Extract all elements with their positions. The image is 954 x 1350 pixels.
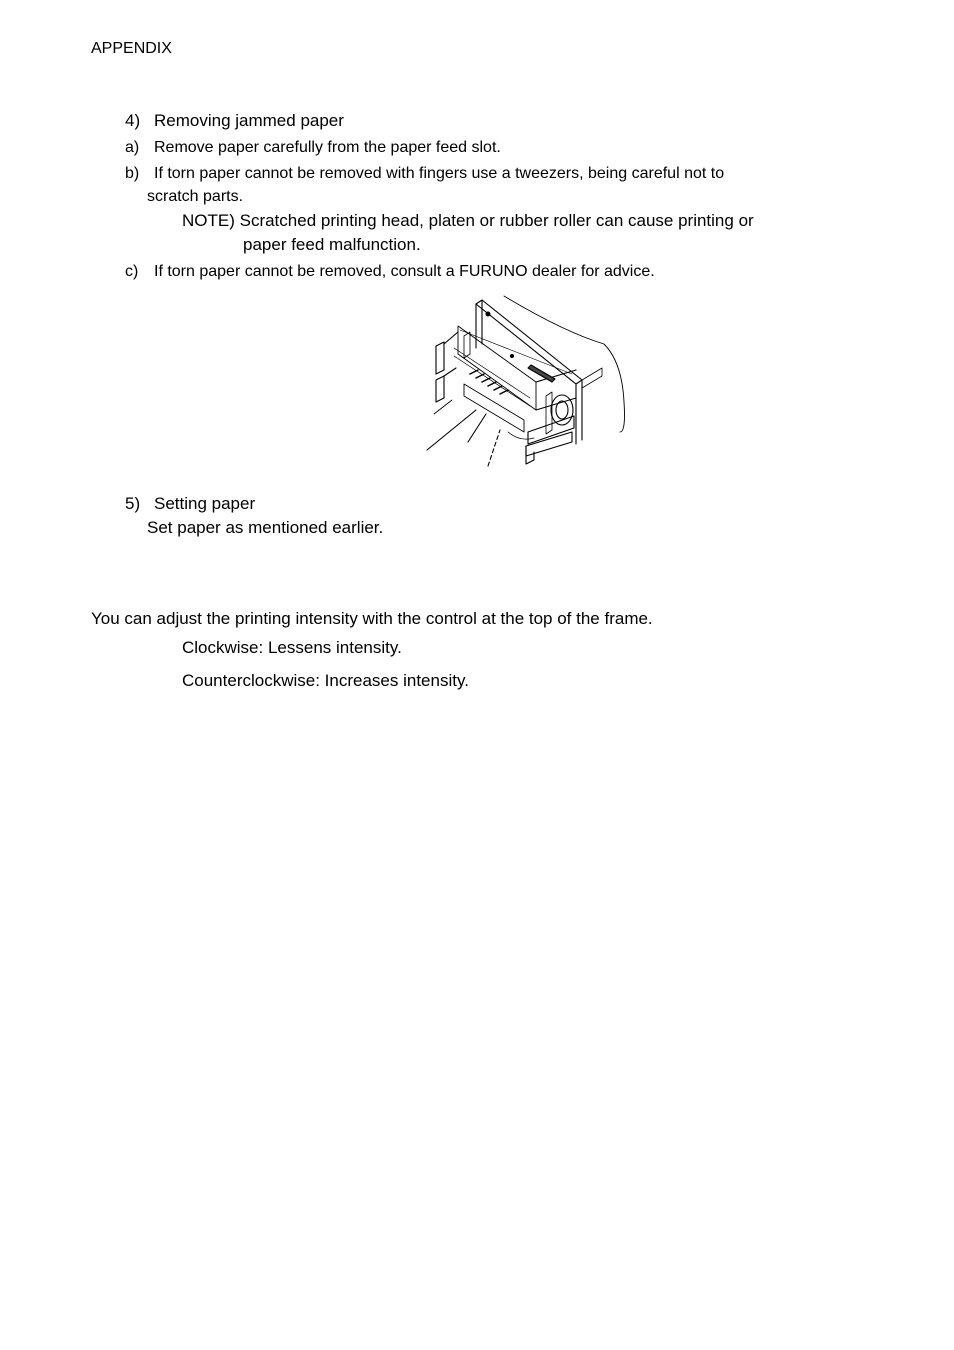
intensity-clockwise: Clockwise: Lessens intensity. — [182, 638, 402, 657]
item-marker-b: b) — [125, 165, 140, 182]
step-4a-item — [125, 140, 501, 156]
step-4b-item — [125, 166, 724, 182]
step-4c-item — [125, 264, 655, 280]
item-marker-c: c) — [125, 263, 139, 280]
item-marker-a: a) — [125, 139, 140, 156]
step-5-text: Set paper as mentioned earlier. — [147, 518, 384, 537]
printer-mechanism-illustration — [424, 292, 628, 470]
section-header: APPENDIX — [91, 40, 172, 57]
item-text-c: If torn paper cannot be removed, consult a FURUNO dealer for advice. — [154, 263, 655, 280]
note-line-2: paper feed malfunction. — [243, 235, 421, 254]
step-5-title: Setting paper — [154, 494, 256, 513]
item-text-b-continuation: scratch parts. — [147, 188, 244, 205]
step-5-heading — [125, 495, 255, 512]
item-text-b: If torn paper cannot be removed with fingers use a tweezers, being careful not to — [154, 165, 725, 182]
step-4-title: Removing jammed paper — [154, 111, 344, 130]
intensity-intro: You can adjust the printing intensity with the control at the top of the frame. — [91, 609, 653, 628]
item-text-a: Remove paper carefully from the paper feed slot. — [154, 139, 501, 156]
note-line-1: NOTE) Scratched printing head, platen or rubber roller can cause printing or — [182, 211, 754, 230]
step-5-number: 5) — [125, 494, 141, 513]
step-4-heading — [125, 112, 344, 129]
intensity-counterclockwise: Counterclockwise: Increases intensity. — [182, 671, 469, 690]
step-4-number: 4) — [125, 111, 141, 130]
